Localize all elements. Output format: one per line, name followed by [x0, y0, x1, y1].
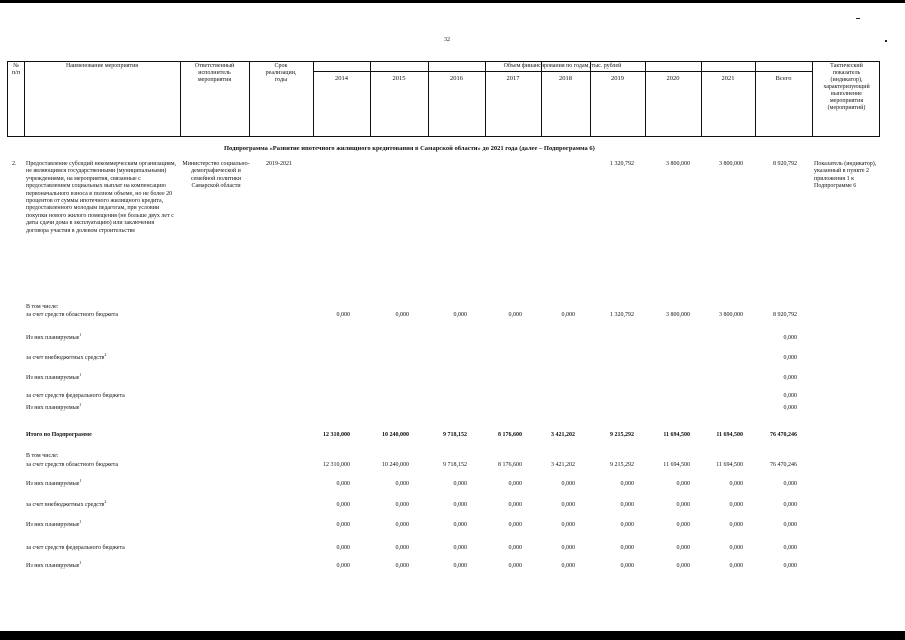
value-cell: 10 240,000 [382, 462, 409, 468]
value-cell: 0,000 [729, 522, 743, 528]
total-cell: 0,000 [783, 522, 797, 528]
value-cell: 0,000 [620, 481, 634, 487]
row-label [26, 560, 82, 571]
row-label [26, 312, 118, 320]
header-year: 2018 [559, 75, 572, 82]
total-cell: 0,000 [783, 355, 797, 361]
value-cell: 0,000 [729, 481, 743, 487]
scan-speck [885, 40, 887, 42]
row-label-text: Из них планируемые [26, 335, 80, 341]
value-cell: 12 310,000 [323, 432, 350, 438]
footnote-mark: 1 [79, 332, 82, 337]
header-executor: Ответственный исполнитель мероприятия [194, 63, 235, 83]
total-cell: 8 920,792 [773, 161, 797, 167]
row-label-text: за счет внебюджетных средств [26, 355, 105, 361]
row-label [26, 393, 125, 401]
header-total: Всего [775, 75, 792, 82]
value-cell: 0,000 [395, 481, 409, 487]
total-cell: 0,000 [783, 393, 797, 399]
row-label-text: за счет средств областного бюджета [26, 462, 119, 468]
value-cell: 0,000 [336, 312, 350, 318]
header-financing: Объем финансирования по годам, тыс. рублей [503, 63, 622, 69]
value-cell: 9 215,292 [610, 462, 634, 468]
value-cell: 9 718,152 [443, 432, 467, 438]
value-cell: 0,000 [561, 545, 575, 551]
scan-speck [856, 18, 860, 19]
value-cell: 0,000 [453, 522, 467, 528]
header-period: Срок реализации, годы [265, 63, 297, 83]
item-indicator: Показатель (индикатор), указанный в пункте 2 приложения 1 к Подпрограмме 6 [814, 161, 877, 190]
row-label-text: Из них планируемые [26, 405, 80, 411]
row-label [26, 332, 82, 343]
footnote-mark: 1 [79, 372, 82, 377]
header-num: № п/п [11, 63, 21, 76]
value-cell: 0,000 [561, 502, 575, 508]
value-cell: 0,000 [336, 563, 350, 569]
header-year: 2015 [392, 75, 406, 82]
header-indicator: Тактический показатель (индикатор), характеризующий выполнение мероприятия (мероприятий) [823, 63, 870, 111]
row-label [26, 402, 82, 413]
table-header [7, 61, 880, 137]
value-cell: 0,000 [508, 481, 522, 487]
value-cell: 0,000 [561, 563, 575, 569]
row-label [26, 499, 107, 510]
item-number: 2. [12, 161, 17, 167]
header-year: 2016 [450, 75, 463, 82]
row-label [26, 519, 82, 530]
value-cell: 0,000 [336, 522, 350, 528]
value-cell: 0,000 [620, 563, 634, 569]
value-cell: 3 800,000 [666, 312, 690, 318]
total-cell: 0,000 [783, 375, 797, 381]
value-cell: 0,000 [508, 545, 522, 551]
value-cell: 0,000 [561, 522, 575, 528]
row-label-text: за счет средств областного бюджета [26, 312, 119, 318]
footnote-mark: 1 [79, 402, 82, 407]
value-cell: 0,000 [676, 481, 690, 487]
value-cell: 3 800,000 [719, 312, 743, 318]
row-label [26, 372, 82, 383]
total-label: Итого по Подпрограмме [26, 432, 92, 438]
header-year: 2021 [721, 75, 735, 82]
value-cell: 0,000 [508, 312, 522, 318]
value-cell: 10 240,000 [382, 432, 409, 438]
value-cell: 12 310,000 [323, 462, 350, 468]
value-cell: 0,000 [620, 522, 634, 528]
item-period: 2019-2021 [266, 161, 292, 167]
value-cell: 1 320,792 [610, 312, 634, 318]
row-label-text: Из них планируемые [26, 375, 80, 381]
value-cell: 0,000 [729, 563, 743, 569]
total-cell: 0,000 [783, 545, 797, 551]
row-label-text: за счет средств федерального бюджета [26, 393, 125, 399]
total-cell: 76 470,246 [770, 462, 797, 468]
total-including-label: В том числе: [26, 453, 59, 459]
scan-top-border [0, 0, 905, 3]
value-cell: 0,000 [453, 545, 467, 551]
value-cell: 0,000 [561, 481, 575, 487]
value-cell: 0,000 [336, 545, 350, 551]
value-cell: 0,000 [395, 312, 409, 318]
total-cell: 0,000 [783, 335, 797, 341]
footnote-mark: 1 [79, 560, 82, 565]
value-cell: 11 694,500 [716, 432, 743, 438]
value-cell: 3 800,000 [666, 161, 690, 167]
value-cell: 0,000 [561, 312, 575, 318]
value-cell: 9 215,292 [610, 432, 634, 438]
value-cell: 0,000 [395, 502, 409, 508]
value-cell: 0,000 [336, 481, 350, 487]
footnote-mark: 2 [104, 499, 107, 504]
value-cell: 9 718,152 [443, 462, 467, 468]
value-cell: 0,000 [729, 545, 743, 551]
value-cell: 0,000 [676, 502, 690, 508]
header-year: 2020 [666, 75, 680, 82]
total-cell: 0,000 [783, 563, 797, 569]
value-cell: 0,000 [620, 545, 634, 551]
value-cell: 0,000 [508, 502, 522, 508]
value-cell: 0,000 [395, 545, 409, 551]
value-cell: 3 800,000 [719, 161, 743, 167]
footnote-mark: 2 [104, 352, 107, 357]
header-year: 2017 [506, 75, 520, 82]
value-cell: 11 694,500 [663, 432, 690, 438]
value-cell: 0,000 [729, 502, 743, 508]
row-label-text: Из них планируемые [26, 522, 80, 528]
value-cell: 3 421,202 [551, 462, 575, 468]
footnote-mark: 1 [79, 478, 82, 483]
row-label-text: Из них планируемые [26, 481, 80, 487]
value-cell: 0,000 [508, 522, 522, 528]
total-cell: 0,000 [783, 405, 797, 411]
total-cell: 0,000 [783, 481, 797, 487]
value-cell: 0,000 [453, 312, 467, 318]
value-cell: 0,000 [676, 545, 690, 551]
header-year: 2014 [335, 75, 348, 82]
row-label [26, 545, 125, 553]
footnote-mark: 1 [79, 519, 82, 524]
row-label-text: Из них планируемые [26, 563, 80, 569]
item-executor: Министерство социально-демографической и семейной политики Самарской области [182, 161, 250, 190]
value-cell: 0,000 [453, 502, 467, 508]
value-cell: 8 176,600 [498, 432, 522, 438]
subprogram-title: Подпрограмма «Развитие ипотечного жилищного кредитования в Самарской области» до 2021 года (далее – Подпрограмма 6) [224, 145, 595, 152]
value-cell: 0,000 [676, 522, 690, 528]
value-cell: 0,000 [395, 522, 409, 528]
scan-bottom-border [0, 631, 905, 640]
header-year: 2019 [611, 75, 624, 82]
value-cell: 0,000 [395, 563, 409, 569]
total-cell: 0,000 [783, 502, 797, 508]
value-cell: 8 176,600 [498, 462, 522, 468]
value-cell: 0,000 [453, 563, 467, 569]
value-cell: 3 421,202 [551, 432, 575, 438]
item-including-label: В том числе: [26, 304, 59, 310]
value-cell: 0,000 [336, 502, 350, 508]
row-label-text: за счет средств федерального бюджета [26, 545, 125, 551]
value-cell: 0,000 [620, 502, 634, 508]
total-cell: 76 470,246 [770, 432, 797, 438]
value-cell: 11 694,500 [663, 462, 690, 468]
row-label-text: за счет внебюджетных средств [26, 502, 105, 508]
value-cell: 0,000 [508, 563, 522, 569]
item-name: Предоставление субсидий некоммерческим организациям, не являющимся государственными (муниципальными) учреждениями, на мероприятия, связанные с предоставлением социальных выплат на компенсацию первоначального взноса в полном объеме, но не более 20 процентов от суммы ипотечного жилищного кредита, предоставленного молодым педагогам, при условии покупки нового жилого помещения (не больше двух лет с даты сдачи дома в эксплуатацию) или заключения договора участия в долевом строительстве [26, 161, 176, 234]
value-cell: 1 320,792 [610, 161, 634, 167]
row-label [26, 478, 82, 489]
header-activity: Наименование мероприятия [65, 63, 139, 69]
row-label [26, 352, 107, 363]
page-number: 32 [444, 37, 450, 43]
row-label [26, 462, 118, 470]
value-cell: 11 694,500 [716, 462, 743, 468]
value-cell: 0,000 [676, 563, 690, 569]
total-cell: 8 920,792 [773, 312, 797, 318]
value-cell: 0,000 [453, 481, 467, 487]
